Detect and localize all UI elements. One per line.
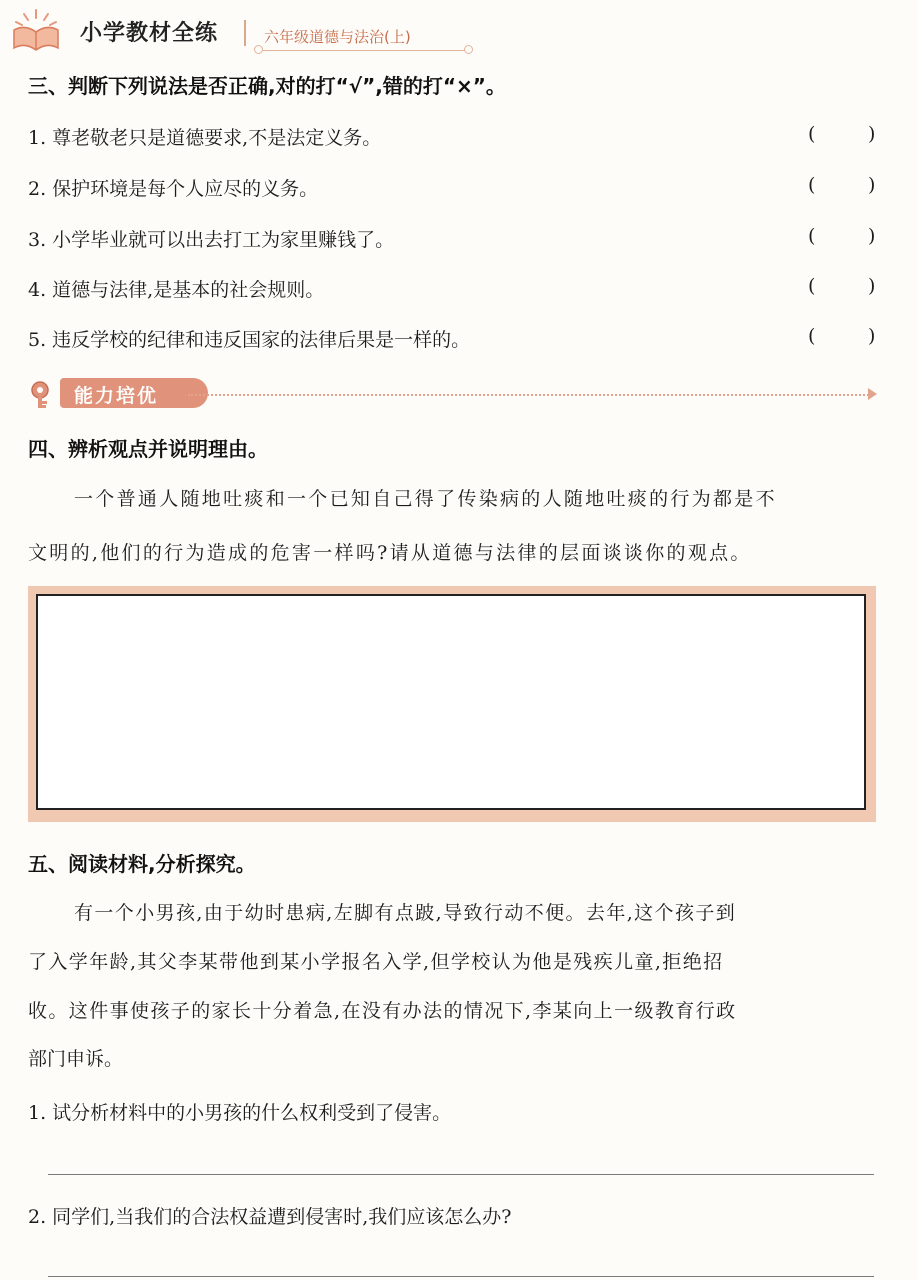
paren-close: ) bbox=[868, 275, 876, 297]
question-2: 2. 同学们,当我们的合法权益遭到侵害时,我们应该怎么办? bbox=[28, 1206, 512, 1228]
answer-box[interactable] bbox=[36, 594, 866, 810]
question-1: 1. 试分析材料中的小男孩的什么权利受到了侵害。 bbox=[28, 1102, 452, 1124]
open-book-icon bbox=[8, 6, 64, 54]
judgement-item-1: 1. 尊老敬老只是道德要求,不是法定义务。 bbox=[28, 127, 382, 149]
section5-title: 五、阅读材料,分析探究。 bbox=[28, 852, 256, 876]
header-dot-right bbox=[464, 45, 473, 54]
paren-close: ) bbox=[868, 123, 876, 145]
judgement-item-4: 4. 道德与法律,是基本的社会规则。 bbox=[28, 279, 325, 301]
answer-line-2[interactable] bbox=[48, 1276, 874, 1277]
answer-line-1[interactable] bbox=[48, 1174, 874, 1175]
header-underline bbox=[258, 50, 468, 51]
brand-title: 小学教材全练 bbox=[80, 21, 219, 46]
paren-open: ( bbox=[808, 275, 816, 297]
banner-label: 能力培优 bbox=[74, 385, 159, 407]
paren-open: ( bbox=[808, 325, 816, 347]
section4-title: 四、辨析观点并说明理由。 bbox=[28, 437, 268, 461]
section4-paragraph-line2: 文明的,他们的行为造成的危害一样吗?请从道德与法律的层面谈谈你的观点。 bbox=[28, 542, 752, 564]
arrow-right-icon bbox=[868, 388, 877, 400]
header-dot-left bbox=[254, 45, 263, 54]
section3-title: 三、判断下列说法是否正确,对的打“√”,错的打“×”。 bbox=[28, 74, 506, 98]
paren-close: ) bbox=[868, 174, 876, 196]
judgement-item-2: 2. 保护环境是每个人应尽的义务。 bbox=[28, 178, 319, 200]
paren-close: ) bbox=[868, 325, 876, 347]
material-line-1: 有一个小男孩,由于幼时患病,左脚有点跛,导致行动不便。去年,这个孩子到 bbox=[74, 902, 737, 924]
material-line-2: 了入学年龄,其父李某带他到某小学报名入学,但学校认为他是残疾儿童,拒绝招 bbox=[28, 951, 724, 973]
judgement-item-3: 3. 小学毕业就可以出去打工为家里赚钱了。 bbox=[28, 229, 395, 251]
page-header bbox=[0, 0, 918, 60]
paren-open: ( bbox=[808, 225, 816, 247]
material-line-4: 部门申诉。 bbox=[28, 1048, 124, 1070]
judgement-item-5: 5. 违反学校的纪律和违反国家的法律后果是一样的。 bbox=[28, 329, 471, 351]
paren-open: ( bbox=[808, 174, 816, 196]
paren-open: ( bbox=[808, 123, 816, 145]
header-divider bbox=[244, 20, 246, 46]
key-icon bbox=[28, 378, 64, 410]
material-line-3: 收。这件事使孩子的家长十分着急,在没有办法的情况下,李某向上一级教育行政 bbox=[28, 1000, 737, 1022]
ability-banner bbox=[28, 378, 188, 410]
section4-paragraph-line1: 一个普通人随地吐痰和一个已知自己得了传染病的人随地吐痰的行为都是不 bbox=[74, 488, 777, 510]
banner-dotted-line bbox=[188, 394, 872, 396]
paren-close: ) bbox=[868, 225, 876, 247]
subject-label: 六年级道德与法治(上) bbox=[264, 28, 411, 46]
